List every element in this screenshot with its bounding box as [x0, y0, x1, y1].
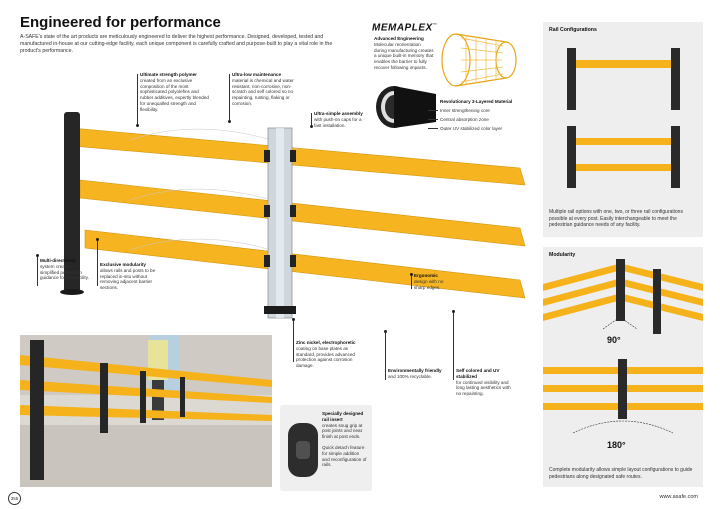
modularity-diagram: [543, 259, 703, 459]
angle-90-label: 90°: [607, 335, 621, 345]
layer-item-2: Central absorption zone: [440, 117, 489, 122]
warehouse-photo: [20, 335, 272, 487]
callout-modularity: Exclusive modularity allows rails and posts to be replaced in-situ without removing adjacent barrier sections.: [100, 262, 156, 291]
layer-item-1: Inner strengthening core: [440, 108, 490, 113]
page-number: 355: [8, 492, 21, 505]
callout-insert-detach: Quick detach feature for simple addition and reconfiguration of rails.: [322, 445, 367, 468]
callout-zinc: Zinc nickel, electrophoretic coating on base plates as standard, provides advanced protection against corrosion damage.: [296, 340, 356, 369]
angle-180-label: 180°: [607, 440, 626, 450]
memaplex-logo: MEMAPLEX™: [372, 22, 438, 34]
rail-insert-illustration: [286, 421, 320, 479]
callout-strength: Ultimate strength polymer created from an exclusive composition of the most sophisticated polyolefins and rubber additives, expertly blended for unequalled strength and flexibility.: [140, 72, 209, 112]
rail-config-diagram: [559, 38, 689, 198]
mesh-tube-illustration: [436, 28, 522, 92]
website-url[interactable]: www.asafe.com: [659, 494, 698, 500]
layer-item-3: Outer UV stabilized color layer: [440, 126, 503, 131]
advanced-engineering-note: Advanced Engineering Molecular reorientation during manufacturing creates a unique built-in memory that enables the barrier to fully recover following impacts.: [374, 36, 434, 70]
callout-multidirectional: Multi-directional system creates simplified pedestrian guidance for any facility.: [40, 258, 89, 281]
layered-rail-cross-section: [372, 82, 442, 132]
intro-paragraph: A-SAFE's state of the art products are meticulously engineered to deliver the highest performance. Designed, developed, tested and manufactured in-house at our cutting-edge facility, each unique component is carefully crafted and purpose-built to play a vital role in the product's performance.: [20, 34, 333, 54]
rail-configurations-panel: [543, 22, 703, 237]
center-post-base: [264, 306, 296, 314]
callout-ergonomic: Ergonomic design with no sharp edges.: [414, 273, 444, 290]
top-rail: [72, 128, 525, 185]
callout-insert: Specially designed rail insert creates snug grip at post joints and neat finish at post ends.: [322, 411, 364, 440]
middle-rail: [80, 180, 525, 246]
rail-config-title: Rail Configurations: [549, 27, 597, 33]
left-post-base: [60, 289, 84, 295]
rail-insert-box: [280, 405, 372, 491]
callout-selfcolored: Self colored and UV stabilized for continued visibility and long lasting aesthetics with no repainting.: [456, 368, 511, 397]
layers-title: Revolutionary 3-Layered Material: [440, 99, 513, 104]
modularity-title: Modularity: [549, 252, 576, 258]
rail-config-text: Multiple rail options with one, two, or three rail configurations possible at every post. Easily interchangeable to meet the pedestrian guidance needs of any facility.: [549, 209, 683, 228]
modularity-panel: [543, 247, 703, 487]
callout-maintenance: Ultra-low maintenance material is chemical and water resistant, non-corrosive, non-scratch and self colored so no repainting, rusting, flaking or corrosion.: [232, 72, 294, 106]
modularity-text: Complete modularity allows simple layout configurations to guide pedestrians along designated safe routes.: [549, 467, 693, 480]
callout-eco: Environmentally friendly and 100% recyclable.: [388, 368, 442, 379]
page-title: Engineered for performance: [20, 14, 221, 31]
callout-assembly: Ultra-simple assembly with push-on caps for a fast installation.: [314, 111, 363, 128]
